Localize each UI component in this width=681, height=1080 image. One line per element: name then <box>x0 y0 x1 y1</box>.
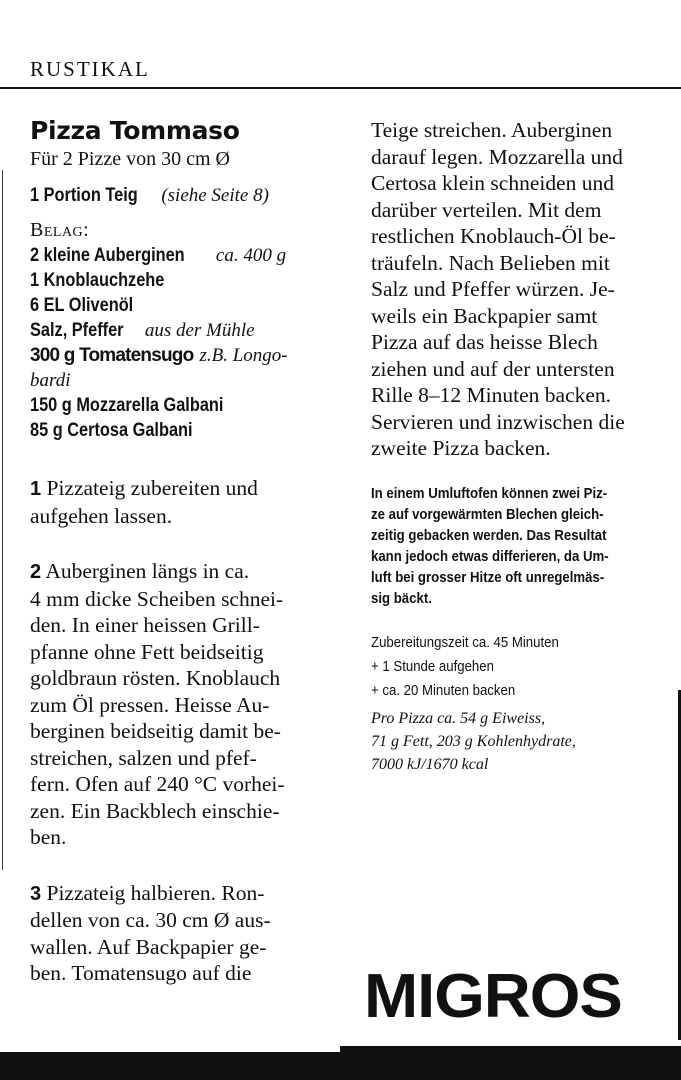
ingredient <box>30 343 320 393</box>
ingredient <box>30 268 320 293</box>
recipe-title: Pizza Tommaso <box>30 116 240 145</box>
dough-amount: 1 Portion Teig <box>30 185 138 206</box>
step-line: pfanne ohne Fett beidseitig <box>30 639 264 664</box>
step-line: Auberginen längs in ca. <box>45 559 250 583</box>
ingredient-item: 85 g Certosa Galbani <box>30 420 193 441</box>
ingredient <box>30 318 320 343</box>
step <box>30 475 320 529</box>
tip-line: ze auf vorgewärmten Blechen gleich- <box>371 505 604 523</box>
step-line: aufgehen lassen. <box>30 503 173 528</box>
ingredient <box>30 293 320 318</box>
step-line: Pizzateig halbieren. Ron- <box>46 880 265 905</box>
step-line: fern. Ofen auf 240 °C vorhei- <box>30 772 285 796</box>
step-line: Pizzateig zubereiten und <box>46 476 258 500</box>
step-line: ziehen und auf der untersten <box>371 356 615 381</box>
tip-line: kann jedoch etwas differieren, da Um- <box>371 547 609 565</box>
step-line: Teige streichen. Auberginen <box>371 118 613 142</box>
footer-bar <box>0 1052 681 1080</box>
step-number: 1 <box>30 478 42 500</box>
step-line: Salz und Pfeffer würzen. Je- <box>371 277 615 301</box>
step-line: ben. <box>30 825 67 849</box>
prep-line: + 1 Stunde aufgehen <box>371 657 494 675</box>
nutrition-info <box>371 707 671 776</box>
nutrition-line: 7000 kJ/1670 kcal <box>371 755 489 773</box>
step-line: Rille 8–12 Minuten backen. <box>371 383 612 407</box>
step-line: zum Öl pressen. Heisse Au- <box>30 692 270 717</box>
step-line: Certosa klein schneiden und <box>371 171 615 195</box>
step-line: dellen von ca. 30 cm Ø aus- <box>30 908 271 932</box>
ingredient <box>30 393 320 418</box>
ingredient-note: z.B. Longo-bardi <box>30 345 288 391</box>
nutrition-line: 71 g Fett, 203 g Kohlenhydrate, <box>371 732 576 750</box>
prep-line: Zubereitungszeit ca. 45 Minuten <box>371 633 559 651</box>
tip-note <box>371 483 670 609</box>
left-column <box>30 116 320 987</box>
ingredient-note: ca. 400 g <box>215 245 287 266</box>
ingredient-item: 2 kleine Auberginen <box>30 245 185 266</box>
tip-line: zeitig gebacken werden. Das Resultat <box>371 526 607 544</box>
ingredient-item: 150 g Mozzarella Galbani <box>30 395 224 416</box>
section-header: RUSTIKAL <box>30 57 150 81</box>
step-line: restlichen Knoblauch-Öl be- <box>371 224 616 248</box>
nutrition-line: Pro Pizza ca. 54 g Eiweiss, <box>371 709 546 727</box>
topping-label: Belag: <box>30 219 90 241</box>
ingredient-item: 300 g Tomatensugo <box>30 345 194 366</box>
dough-note: (siehe Seite 8) <box>161 185 269 206</box>
step-line: ben. Tomatensugo auf die <box>30 961 252 985</box>
ingredient-item: 6 EL Olivenöl <box>30 295 134 316</box>
dough-line <box>30 182 320 209</box>
ingredient-item: Salz, Pfeffer <box>30 320 124 341</box>
step-line: träufeln. Nach Belieben mit <box>371 250 610 275</box>
prep-time <box>371 631 670 703</box>
step-line: darüber verteilen. Mit dem <box>371 197 602 222</box>
step-line: darauf legen. Mozzarella und <box>371 144 623 169</box>
step-line: 4 mm dicke Scheiben schnei- <box>30 586 284 611</box>
step-line: zweite Pizza backen. <box>371 436 551 460</box>
step-line: weils ein Backpapier samt <box>371 303 598 328</box>
ingredient-item: 1 Knoblauchzehe <box>30 270 165 291</box>
step <box>30 558 320 851</box>
tip-line: In einem Umluftofen können zwei Piz- <box>371 484 608 502</box>
ingredient-note: aus der Mühle <box>144 320 255 341</box>
serving-info: Für 2 Pizze von 30 cm Ø <box>30 148 230 170</box>
step-3-continued <box>371 117 671 462</box>
step-line: den. In einer heissen Grill- <box>30 613 260 637</box>
step-line: goldbraun rösten. Knoblauch <box>30 666 281 690</box>
tip-line: sig bäckt. <box>371 589 432 607</box>
header-rule <box>0 87 681 89</box>
prep-line: + ca. 20 Minuten backen <box>371 681 516 699</box>
step-line: wallen. Auf Backpapier ge- <box>30 934 267 959</box>
step-line: Pizza auf das heisse Blech <box>371 330 598 354</box>
step-line: berginen beidseitig damit be- <box>30 719 281 743</box>
ingredient <box>30 243 320 268</box>
ingredient-list <box>30 243 320 443</box>
right-column <box>371 117 671 776</box>
migros-logo: MIGROS <box>364 962 622 1031</box>
step-number: 3 <box>30 882 42 905</box>
ingredient <box>30 418 320 443</box>
step-line: streichen, salzen und pfef- <box>30 745 257 770</box>
margin-line <box>2 170 3 870</box>
step-line: Servieren und inzwischen die <box>371 409 625 434</box>
step <box>30 880 320 987</box>
tip-line: luft bei grosser Hitze oft unregelmäs- <box>371 568 605 586</box>
step-number: 2 <box>30 561 42 583</box>
step-line: zen. Ein Backblech einschie- <box>30 798 280 823</box>
